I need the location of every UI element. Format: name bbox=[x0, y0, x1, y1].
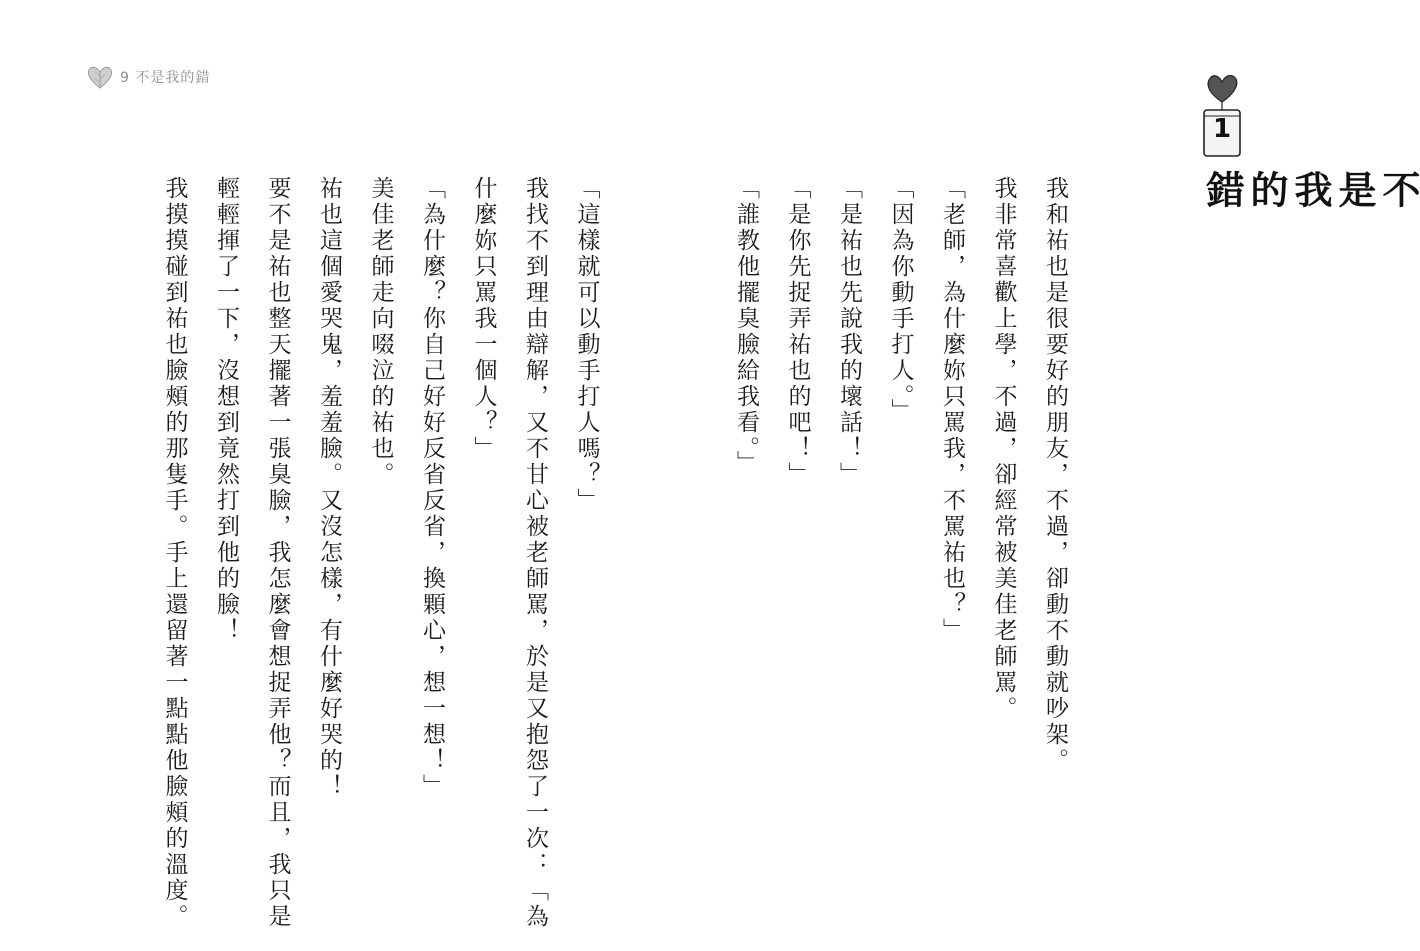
paragraph-continuation: 什麼妳只罵我一個人？」 bbox=[470, 176, 497, 462]
heart-leaf-icon bbox=[86, 64, 114, 90]
paragraph: 「因為你動手打人。」 bbox=[887, 176, 914, 425]
chapter-number: 1 bbox=[1212, 114, 1232, 144]
paragraph: 我找不到理由辯解，又不甘心被老師罵，於是又抱怨了一次：「為 bbox=[522, 176, 548, 930]
paragraph: 「是祐也先說我的壞話！」 bbox=[836, 176, 862, 488]
paragraph: 「這樣就可以動手打人嗎？」 bbox=[573, 176, 600, 514]
running-header bbox=[86, 64, 210, 90]
paragraph: 「老師，為什麼妳只罵我，不罵祐也？」 bbox=[939, 176, 965, 644]
chapter-title: 不是我的錯 bbox=[1200, 170, 1420, 214]
paragraph: 美佳老師走向啜泣的祐也。 bbox=[367, 176, 394, 488]
chapter-label: 9 不是我的錯 bbox=[120, 70, 211, 86]
chapter-heading bbox=[1196, 70, 1420, 214]
paragraph: 祐也這個愛哭鬼，羞羞臉。又沒怎樣，有什麼好哭的！ bbox=[316, 176, 342, 800]
paragraph: 「是你先捉弄祐也的吧！」 bbox=[784, 176, 811, 488]
paragraph: 「誰教他擺臭臉給我看。」 bbox=[733, 176, 759, 477]
paragraph-continuation: 輕輕揮了一下，沒想到竟然打到他的臉！ bbox=[213, 176, 239, 644]
story-text bbox=[148, 176, 1080, 930]
paragraph: 我非常喜歡上學，不過，卻經常被美佳老師罵。 bbox=[990, 176, 1017, 722]
paragraph: 我和祐也是很要好的朋友，不過，卻動不動就吵架。 bbox=[1042, 176, 1068, 774]
paragraph: 「為什麼？你自己好好反省反省，換顆心，想一想！」 bbox=[419, 176, 445, 800]
paragraph: 我摸摸碰到祐也臉頰的那隻手。手上還留著一點點他臉頰的溫度。 bbox=[161, 176, 188, 930]
chapter-badge bbox=[1200, 70, 1244, 158]
paragraph: 要不是祐也整天擺著一張臭臉，我怎麼會想捉弄他？而且，我只是 bbox=[264, 176, 291, 930]
